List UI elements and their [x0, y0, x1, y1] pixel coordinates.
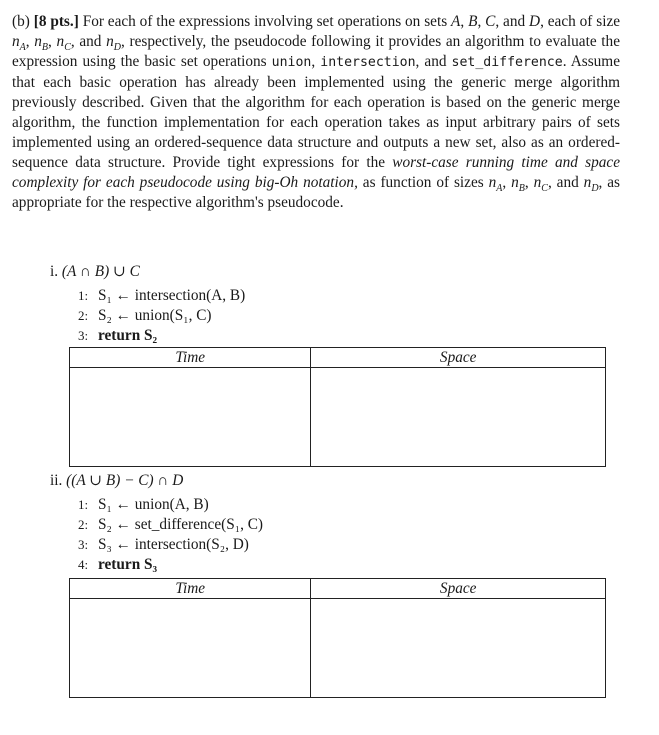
item-i-answer-table — [69, 347, 606, 467]
code-line: 3: S₃ ← intersection(S₂, D) — [78, 536, 249, 553]
op-union: union — [271, 55, 312, 70]
question-emphasis: worst-case running time and space complexity for each pseudocode using big-Oh notation, — [12, 154, 620, 191]
item-i-expression: (A ∩ B) ∪ C — [61, 263, 140, 280]
time-answer-cell[interactable] — [70, 599, 311, 698]
code-line: 4: return S₃ — [78, 556, 158, 573]
item-i-pseudocode — [78, 286, 245, 346]
points-label: [8 pts.] — [33, 13, 79, 30]
space-answer-cell[interactable] — [311, 599, 606, 698]
code-line: 1: S₁ ← union(A, B) — [78, 496, 209, 513]
item-ii-answer-table — [69, 578, 606, 698]
question-text-2: , each of size — [540, 13, 621, 30]
item-ii-heading — [50, 471, 183, 491]
code-line: 2: S₂ ← union(S₁, C) — [78, 307, 212, 324]
item-i-heading — [50, 262, 140, 282]
question-text-4: . Assume that each basic operation has already been implemented using the generic merge algorithm previously described. Given that the algorithm for each operation is based on the generic merge algorithm, the function implementation for each operation takes as input arbitrary pairs of sets implemented using an ordered-sequence data structure and outputs a new set, also as an ordered-sequence data structure. Provide tight expressions for the — [12, 53, 620, 171]
space-header: Space — [311, 348, 606, 368]
question-paragraph: (b) [8 pts.] For each of the expressions involving set operations on sets A, B, C, and D, each of size $n_A$, $n_B$, $n_C$, and $n_D$, respectively, the pseudocode following it provides an algorithm to evaluate the expression using the basic set operations union, intersection, and set_difference. Assume that each basic operation has already been implemented using the generic merge algorithm previously described. Given that the algorithm for each operation is based on the generic merge algorithm, the function implementation for each operation takes as input arbitrary pairs of sets implemented using an ordered-sequence data structure and outputs a new set, also as an ordered-sequence data structure. Provide tight expressions for the worst-case running time and space complexity for each pseudocode using big-Oh notation, as function of sizes $n_A$, $n_B$, $n_C$, and $n_D$, as appropriate for the respective algorithm's pseudocode. — [12, 13, 621, 211]
time-header: Time — [70, 579, 311, 599]
op-intersection: intersection — [320, 55, 416, 70]
question-text-6: , as appropriate for the respective algorithm's pseudocode. — [12, 174, 621, 211]
time-header: Time — [70, 348, 311, 368]
item-ii-pseudocode — [78, 495, 263, 575]
question-text-3: , respectively, the pseudocode following it provides an algorithm to evaluate the expression using the basic set operations — [12, 33, 620, 70]
time-answer-cell[interactable] — [70, 368, 311, 467]
question-text-1: For each of the expressions involving set operations on sets — [82, 13, 448, 30]
item-ii-label: ii. — [50, 472, 63, 489]
question-text-5: as function of sizes — [362, 174, 484, 191]
op-set-difference: set_difference — [451, 55, 563, 70]
code-line: 1: S₁ ← intersection(A, B) — [78, 287, 246, 304]
code-line: 3: return S₂ — [78, 327, 158, 344]
code-line: 2: S₂ ← set_difference(S₁, C) — [78, 516, 264, 533]
space-header: Space — [311, 579, 606, 599]
space-answer-cell[interactable] — [311, 368, 606, 467]
item-i-label: i. — [50, 263, 59, 280]
part-label: (b) — [12, 13, 30, 30]
item-ii-expression: ((A ∪ B) − C) ∩ D — [66, 472, 184, 489]
